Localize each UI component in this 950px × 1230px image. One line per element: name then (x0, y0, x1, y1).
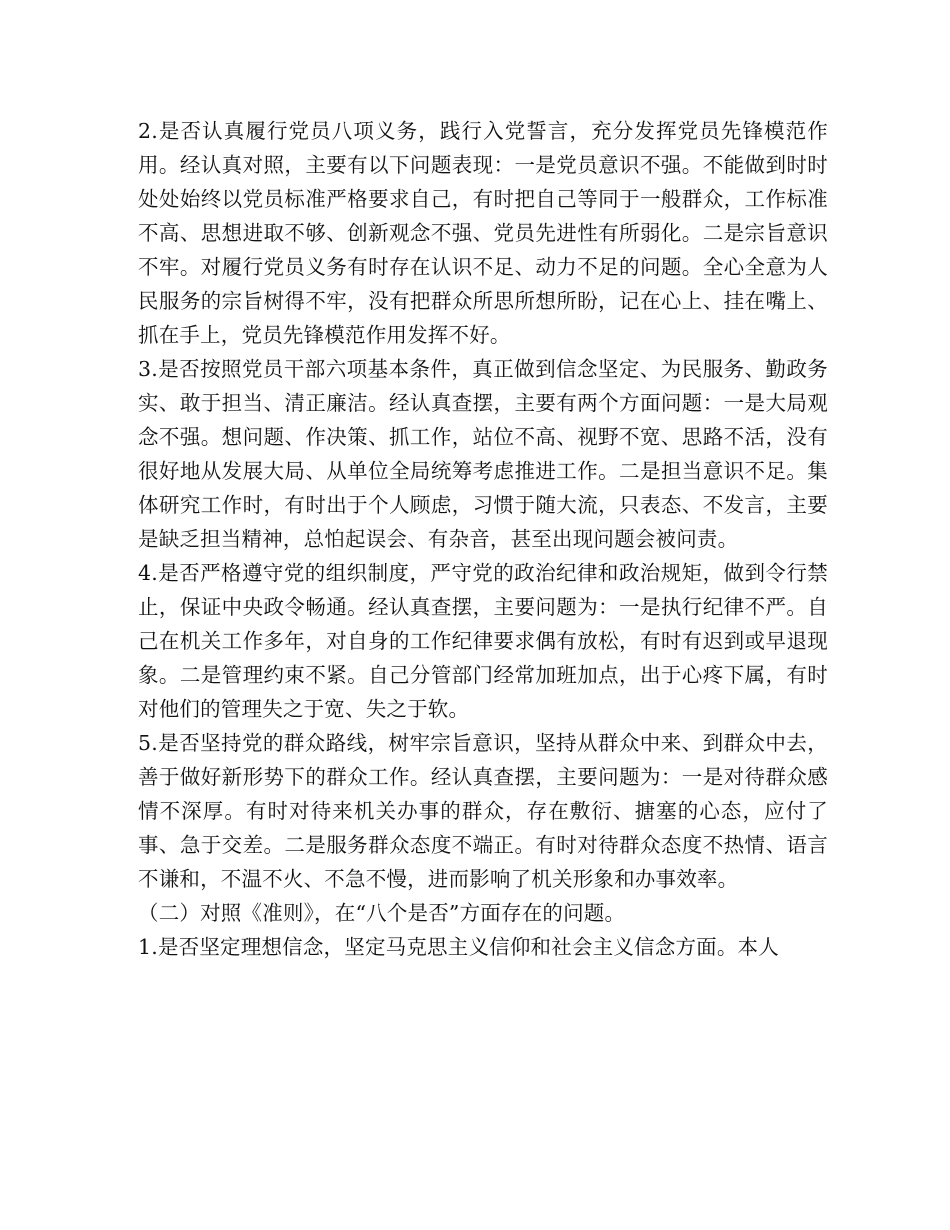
paragraph-item-4: 4.是否严格遵守党的组织制度，严守党的政治纪律和政治规矩，做到令行禁止，保证中央政令畅通。经认真查摆，主要问题为：一是执行纪律不严。自己在机关工作多年，对自身的工作纪律要求偶有放松，有时有迟到或早退现象。二是管理约束不紧。自己分管部门经常加班加点，出于心疼下属，有时对他们的管理失之于宽、失之于软。 (138, 561, 828, 721)
paragraph-item-3: 3.是否按照党员干部六项基本条件，真正做到信念坚定、为民服务、勤政务实、敢于担当、清正廉洁。经认真查摆，主要有两个方面问题：一是大局观念不强。想问题、作决策、抓工作，站位不高、视野不宽、思路不活，没有很好地从发展大局、从单位全局统筹考虑推进工作。二是担当意识不足。集体研究工作时，有时出于个人顾虑，习惯于随大流，只表态、不发言，主要是缺乏担当精神，总怕起误会、有杂音，甚至出现问题会被问责。 (138, 357, 828, 551)
paragraph-item-5: 5.是否坚持党的群众路线，树牢宗旨意识，坚持从群众中来、到群众中去，善于做好新形势下的群众工作。经认真查摆，主要问题为：一是对待群众感情不深厚。有时对待来机关办事的群众，存在敷衍、搪塞的心态，应付了事、急于交差。二是服务群众态度不端正。有时对待群众态度不热情、语言不谦和，不温不火、不急不慢，进而影响了机关形象和办事效率。 (138, 731, 828, 891)
section-heading: （二）对照《准则》，在“八个是否”方面存在的问题。 (138, 901, 626, 925)
paragraph-item-2: 2.是否认真履行党员八项义务，践行入党誓言，充分发挥党员先锋模范作用。经认真对照，主要有以下问题表现：一是党员意识不强。不能做到时时处处始终以党员标准严格要求自己，有时把自己等同于一般群众，工作标准不高、思想进取不够、创新观念不强、党员先进性有所弱化。二是宗旨意识不牢。对履行党员义务有时存在认识不足、动力不足的问题。全心全意为人民服务的宗旨树得不牢，没有把群众所思所想所盼，记在心上、挂在嘴上、抓在手上，党员先锋模范作用发挥不好。 (138, 119, 828, 347)
paragraph-item-1: 1.是否坚定理想信念，坚定马克思主义信仰和社会主义信念方面。本人 (138, 935, 779, 959)
document-body (138, 114, 828, 964)
